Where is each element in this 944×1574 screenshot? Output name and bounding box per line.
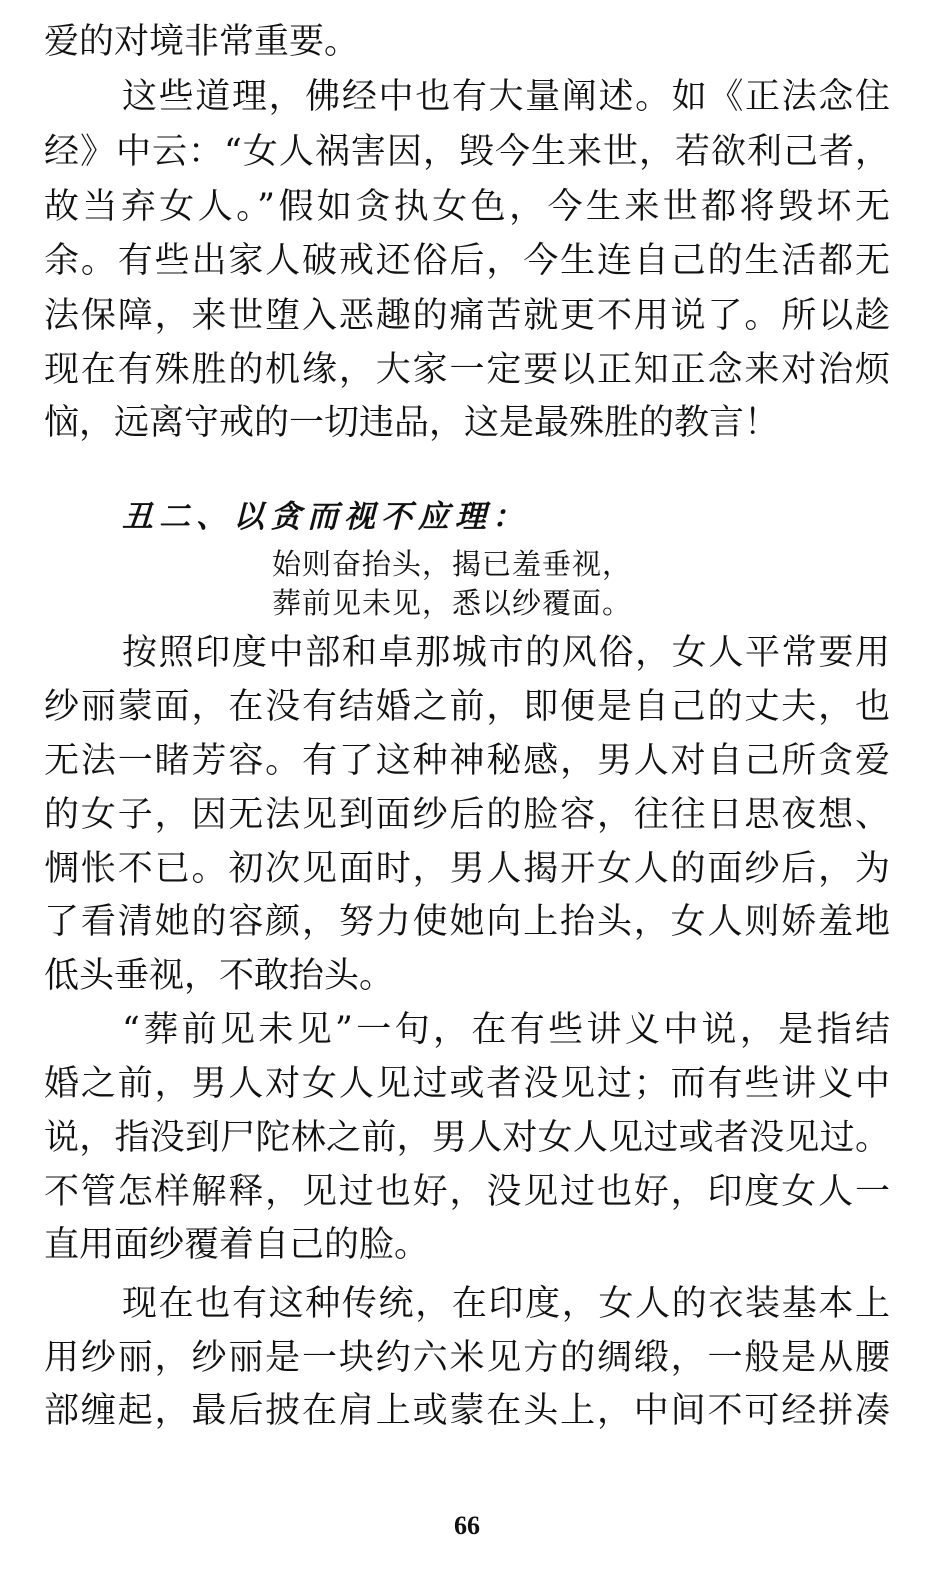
- text-line: 法保障，来世堕入恶趣的痛苦就更不用说了。所以趁: [44, 296, 890, 336]
- text-line: 直用面纱覆着自己的脸。: [44, 1225, 430, 1265]
- text-line: 余。有些出家人破戒还俗后，今生连自己的生活都无: [44, 241, 890, 281]
- text-line: 说，指没到尸陀林之前，男人对女人见过或者没见过。: [44, 1118, 890, 1158]
- page-number: 66: [454, 1511, 480, 1540]
- document-page: [44, 0, 890, 1574]
- text-line: 恼，远离守戒的一切违品，这是最殊胜的教言！: [44, 403, 780, 443]
- text-line: 不管怎样解释，见过也好，没见过也好，印度女人一: [44, 1172, 890, 1212]
- text-line: 纱丽蒙面，在没有结婚之前，即便是自己的丈夫，也: [44, 687, 890, 727]
- text-line: 故当弃女人。”假如贪执女色，今生来世都将毁坏无: [44, 187, 890, 227]
- text-line: 爱的对境非常重要。: [44, 22, 360, 62]
- text-line: 现在有殊胜的机缘，大家一定要以正知正念来对治烦: [44, 350, 890, 390]
- text-line: 现在也有这种传统，在印度，女人的衣装基本上: [122, 1284, 890, 1324]
- text-line: 的女子，因无法见到面纱后的脸容，往往日思夜想、: [44, 795, 890, 835]
- text-line: 经》中云：“女人祸害因，毁今生来世，若欲利己者，: [44, 132, 890, 172]
- text-line: 惆怅不已。初次见面时，男人揭开女人的面纱后，为: [44, 849, 890, 889]
- text-line: 低头垂视，不敢抬头。: [44, 956, 395, 996]
- text-line: 婚之前，男人对女人见过或者没见过；而有些讲义中: [44, 1064, 890, 1104]
- text-line: 这些道理，佛经中也有大量阐述。如《正法念住: [122, 77, 890, 117]
- verse-line: 始则奋抬头，揭已羞垂视，: [272, 547, 633, 581]
- verse-line: 葬前见未见，悉以纱覆面。: [272, 586, 633, 620]
- text-line: 了看清她的容颜，努力使她向上抬头，女人则娇羞地: [44, 902, 890, 942]
- text-line: “葬前见未见”一句，在有些讲义中说，是指结: [122, 1010, 890, 1050]
- text-line: 无法一睹芳容。有了这种神秘感，男人对自己所贪爱: [44, 741, 890, 781]
- text-line: 按照印度中部和卓那城市的风俗，女人平常要用: [122, 633, 890, 673]
- text-line: 部缠起，最后披在肩上或蒙在头上，中间不可经拼凑: [44, 1391, 890, 1431]
- section-heading: 丑二、以贪而视不应理：: [122, 499, 529, 535]
- text-line: 用纱丽，纱丽是一块约六米见方的绸缎，一般是从腰: [44, 1338, 890, 1378]
